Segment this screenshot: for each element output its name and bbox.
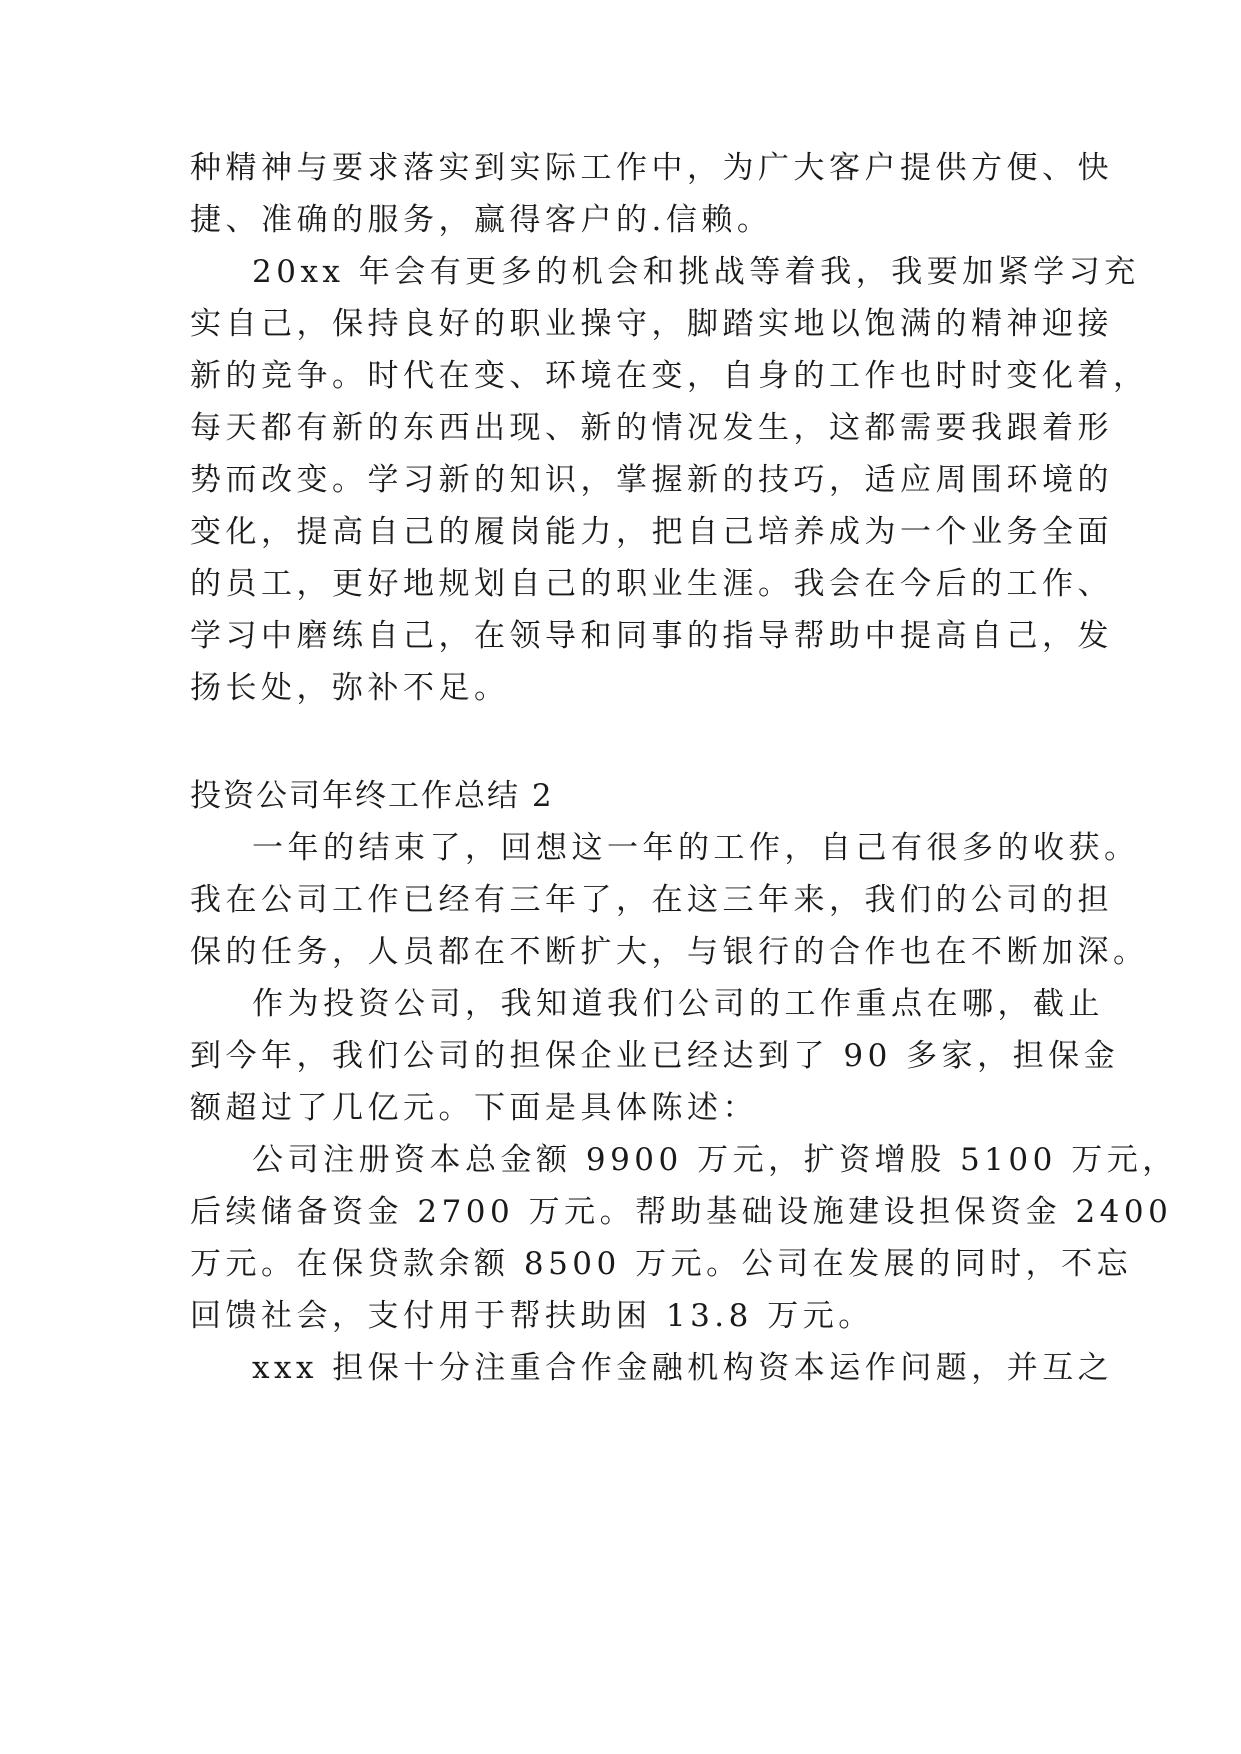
text-line: 每天都有新的东西出现、新的情况发生，这都需要我跟着形	[190, 410, 1113, 446]
text-line: 的员工，更好地规划自己的职业生涯。我会在今后的工作、	[190, 566, 1113, 602]
text-line: 作为投资公司，我知道我们公司的工作重点在哪，截止	[252, 986, 1104, 1022]
text-line: 扬长处，弥补不足。	[190, 670, 510, 706]
text-line: 变化，提高自己的履岗能力，把自己培养成为一个业务全面	[190, 514, 1113, 550]
text-line: 公司注册资本总金额 9900 万元，扩资增股 5100 万元，	[252, 1142, 1178, 1178]
text-line: 到今年，我们公司的担保企业已经达到了 90 多家，担保金	[190, 1038, 1120, 1074]
text-line: 一年的结束了，回想这一年的工作，自己有很多的收获。	[252, 830, 1140, 866]
text-line: 保的任务，人员都在不断扩大，与银行的合作也在不断加深。	[190, 934, 1149, 970]
text-line: 新的竞争。时代在变、环境在变，自身的工作也时时变化着，	[190, 358, 1149, 394]
text-line: 额超过了几亿元。下面是具体陈述：	[190, 1090, 758, 1126]
text-line: 后续储备资金 2700 万元。帮助基础设施建设担保资金 2400	[190, 1194, 1173, 1230]
text-line: xxx 担保十分注重合作金融机构资本运作问题，并互之	[252, 1350, 1114, 1386]
text-line: 我在公司工作已经有三年了，在这三年来，我们的公司的担	[190, 882, 1113, 918]
text-line: 捷、准确的服务，赢得客户的.信赖。	[190, 202, 773, 238]
text-line: 实自己，保持良好的职业操守，脚踏实地以饱满的精神迎接	[190, 306, 1113, 342]
section-heading: 投资公司年终工作总结 2	[190, 778, 554, 814]
text-line: 种精神与要求落实到实际工作中，为广大客户提供方便、快	[190, 150, 1113, 186]
text-line: 20xx 年会有更多的机会和挑战等着我，我要加紧学习充	[252, 254, 1140, 290]
text-line: 万元。在保贷款余额 8500 万元。公司在发展的同时，不忘	[190, 1246, 1133, 1282]
text-line: 势而改变。学习新的知识，掌握新的技巧，适应周围环境的	[190, 462, 1113, 498]
text-line: 学习中磨练自己，在领导和同事的指导帮助中提高自己，发	[190, 618, 1113, 654]
text-line: 回馈社会，支付用于帮扶助困 13.8 万元。	[190, 1298, 874, 1334]
